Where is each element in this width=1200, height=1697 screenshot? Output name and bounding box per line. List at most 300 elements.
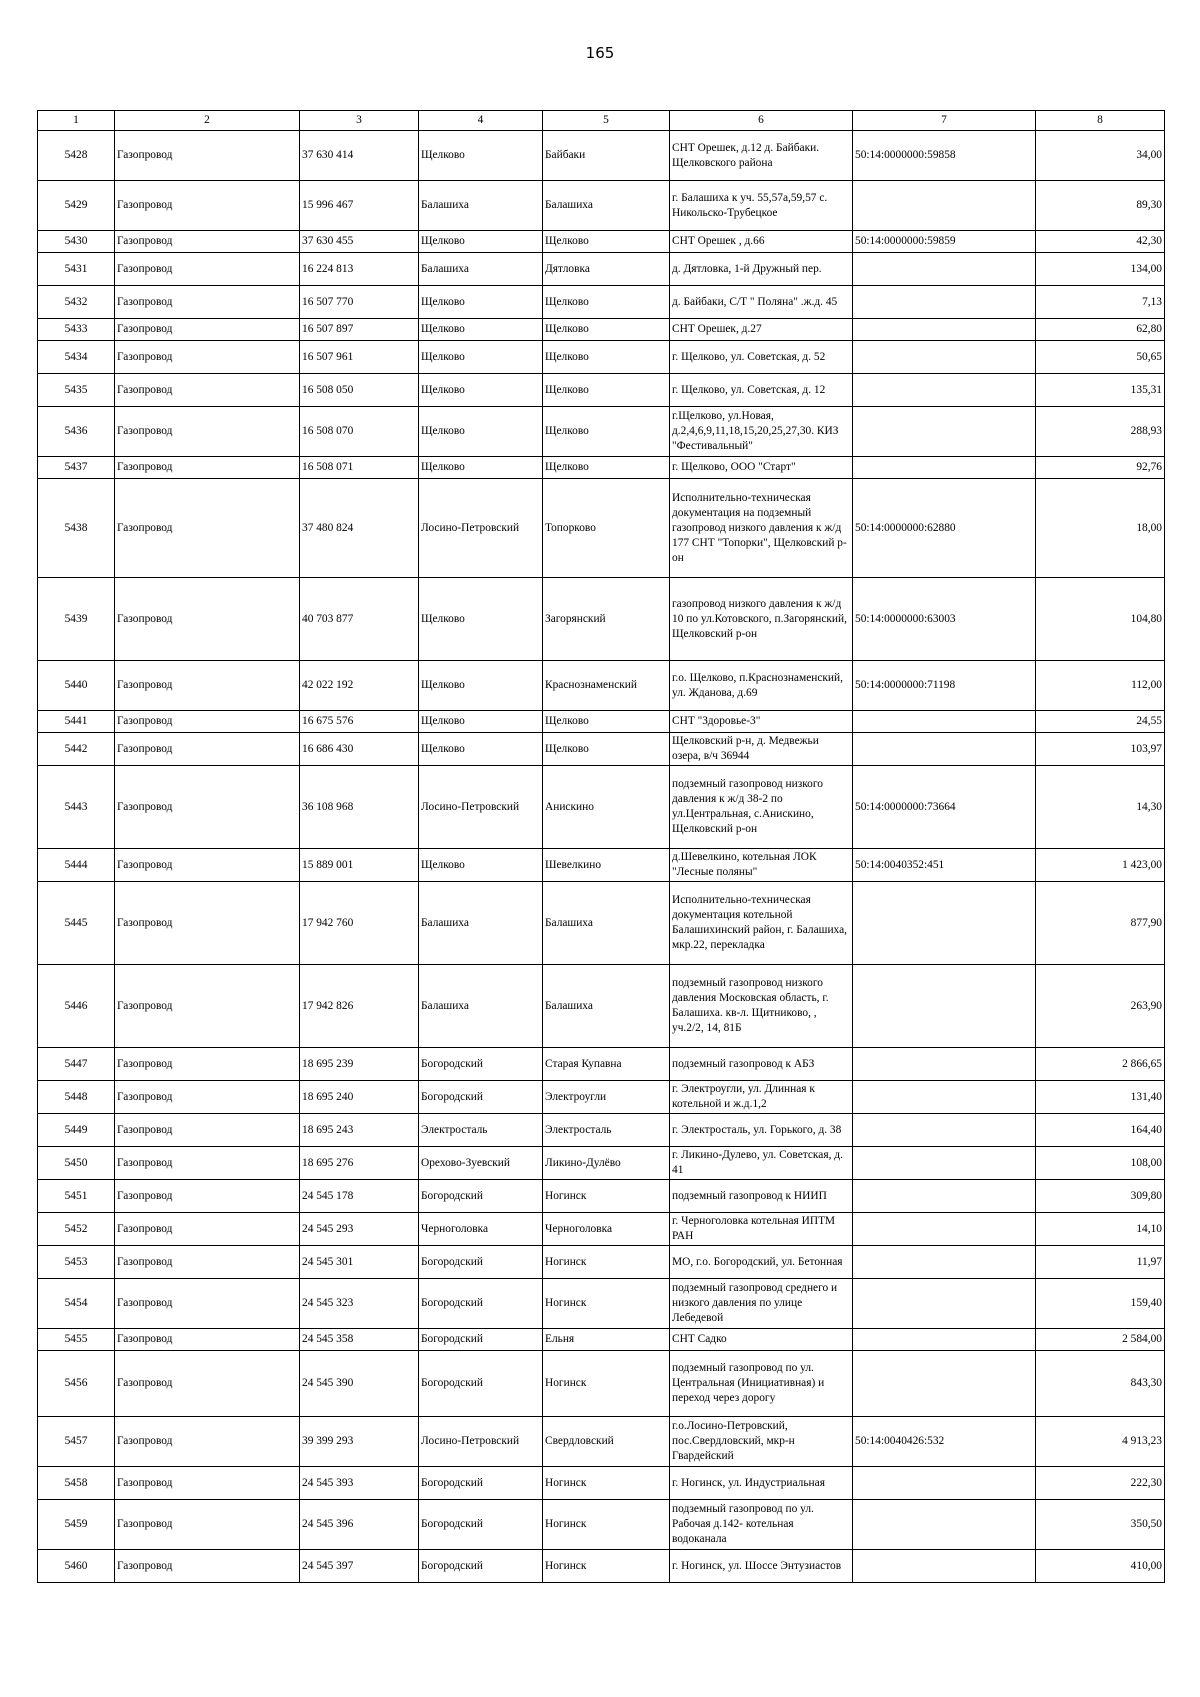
length-cell: 4 913,23 xyxy=(1036,1417,1165,1467)
settlement-cell: Щелково xyxy=(543,319,670,341)
object-name-cell: Газопровод xyxy=(115,1246,300,1279)
length-cell: 34,00 xyxy=(1036,131,1165,181)
district-cell: Богородский xyxy=(419,1351,543,1417)
row-number-cell: 5433 xyxy=(38,319,115,341)
address-cell: Исполнительно-техническая документация котельной Балашихинский район, г. Балашиха, мкр.22, перекладка xyxy=(670,882,853,965)
row-number-cell: 5451 xyxy=(38,1180,115,1213)
length-cell: 159,40 xyxy=(1036,1279,1165,1329)
cadastral-number-cell xyxy=(853,1550,1036,1583)
settlement-cell: Краснознаменский xyxy=(543,661,670,711)
cadastral-number-cell xyxy=(853,1246,1036,1279)
table-row xyxy=(38,1279,1165,1329)
inventory-number-cell: 24 545 358 xyxy=(300,1329,419,1351)
district-cell: Щелково xyxy=(419,231,543,253)
table-row xyxy=(38,733,1165,766)
cadastral-number-cell xyxy=(853,319,1036,341)
length-cell: 288,93 xyxy=(1036,407,1165,457)
district-cell: Щелково xyxy=(419,733,543,766)
inventory-number-cell: 16 507 961 xyxy=(300,341,419,374)
row-number-cell: 5443 xyxy=(38,766,115,849)
address-cell: Щелковский р-н, д. Медвежьи озера, в/ч 36944 xyxy=(670,733,853,766)
address-cell: подземный газопровод к НИИП xyxy=(670,1180,853,1213)
object-name-cell: Газопровод xyxy=(115,1329,300,1351)
length-cell: 843,30 xyxy=(1036,1351,1165,1417)
district-cell: Щелково xyxy=(419,131,543,181)
row-number-cell: 5432 xyxy=(38,286,115,319)
inventory-number-cell: 24 545 393 xyxy=(300,1467,419,1500)
table-row xyxy=(38,661,1165,711)
length-cell: 62,80 xyxy=(1036,319,1165,341)
district-cell: Щелково xyxy=(419,849,543,882)
district-cell: Богородский xyxy=(419,1467,543,1500)
address-cell: г. Балашиха к уч. 55,57а,59,57 с. Никольско-Трубецкое xyxy=(670,181,853,231)
object-name-cell: Газопровод xyxy=(115,1417,300,1467)
cadastral-number-cell xyxy=(853,1467,1036,1500)
row-number-cell: 5445 xyxy=(38,882,115,965)
table-row xyxy=(38,711,1165,733)
cadastral-number-cell xyxy=(853,1114,1036,1147)
row-number-cell: 5436 xyxy=(38,407,115,457)
cadastral-number-cell xyxy=(853,1329,1036,1351)
length-cell: 14,10 xyxy=(1036,1213,1165,1246)
settlement-cell: Топорково xyxy=(543,479,670,578)
row-number-cell: 5448 xyxy=(38,1081,115,1114)
inventory-number-cell: 24 545 301 xyxy=(300,1246,419,1279)
settlement-cell: Ельня xyxy=(543,1329,670,1351)
object-name-cell: Газопровод xyxy=(115,253,300,286)
address-cell: подземный газопровод к АБЗ xyxy=(670,1048,853,1081)
table-row xyxy=(38,253,1165,286)
object-name-cell: Газопровод xyxy=(115,882,300,965)
address-cell: г. Щелково, ул. Советская, д. 12 xyxy=(670,374,853,407)
row-number-cell: 5446 xyxy=(38,965,115,1048)
settlement-cell: Щелково xyxy=(543,407,670,457)
address-cell: подземный газопровод среднего и низкого давления по улице Лебедевой xyxy=(670,1279,853,1329)
cadastral-number-cell: 50:14:0000000:59859 xyxy=(853,231,1036,253)
length-cell: 164,40 xyxy=(1036,1114,1165,1147)
cadastral-number-cell xyxy=(853,457,1036,479)
inventory-number-cell: 18 695 240 xyxy=(300,1081,419,1114)
district-cell: Богородский xyxy=(419,1246,543,1279)
inventory-number-cell: 18 695 239 xyxy=(300,1048,419,1081)
address-cell: подземный газопровод низкого давления Московская область, г. Балашиха. кв-л. Щитниково, , уч.2/2, 14, 81Б xyxy=(670,965,853,1048)
cadastral-number-cell xyxy=(853,181,1036,231)
cadastral-number-cell xyxy=(853,965,1036,1048)
object-name-cell: Газопровод xyxy=(115,1114,300,1147)
length-cell: 134,00 xyxy=(1036,253,1165,286)
settlement-cell: Загорянский xyxy=(543,578,670,661)
inventory-number-cell: 40 703 877 xyxy=(300,578,419,661)
table-row xyxy=(38,181,1165,231)
district-cell: Лосино-Петровский xyxy=(419,479,543,578)
object-name-cell: Газопровод xyxy=(115,1500,300,1550)
inventory-number-cell: 39 399 293 xyxy=(300,1417,419,1467)
column-header: 2 xyxy=(115,111,300,131)
district-cell: Черноголовка xyxy=(419,1213,543,1246)
row-number-cell: 5454 xyxy=(38,1279,115,1329)
inventory-number-cell: 16 675 576 xyxy=(300,711,419,733)
row-number-cell: 5429 xyxy=(38,181,115,231)
settlement-cell: Электросталь xyxy=(543,1114,670,1147)
inventory-number-cell: 24 545 397 xyxy=(300,1550,419,1583)
registry-table xyxy=(37,110,1165,1583)
row-number-cell: 5449 xyxy=(38,1114,115,1147)
object-name-cell: Газопровод xyxy=(115,711,300,733)
row-number-cell: 5439 xyxy=(38,578,115,661)
settlement-cell: Ногинск xyxy=(543,1500,670,1550)
cadastral-number-cell xyxy=(853,733,1036,766)
cadastral-number-cell xyxy=(853,1048,1036,1081)
table-row xyxy=(38,131,1165,181)
district-cell: Щелково xyxy=(419,661,543,711)
cadastral-number-cell xyxy=(853,1351,1036,1417)
length-cell: 89,30 xyxy=(1036,181,1165,231)
row-number-cell: 5431 xyxy=(38,253,115,286)
address-cell: г. Ногинск, ул. Шоссе Энтузиастов xyxy=(670,1550,853,1583)
settlement-cell: Электроугли xyxy=(543,1081,670,1114)
district-cell: Щелково xyxy=(419,711,543,733)
district-cell: Балашиха xyxy=(419,965,543,1048)
cadastral-number-cell xyxy=(853,407,1036,457)
cadastral-number-cell xyxy=(853,1213,1036,1246)
object-name-cell: Газопровод xyxy=(115,965,300,1048)
row-number-cell: 5453 xyxy=(38,1246,115,1279)
address-cell: г. Электросталь, ул. Горького, д. 38 xyxy=(670,1114,853,1147)
table-row xyxy=(38,1081,1165,1114)
object-name-cell: Газопровод xyxy=(115,341,300,374)
settlement-cell: Балашиха xyxy=(543,965,670,1048)
district-cell: Богородский xyxy=(419,1180,543,1213)
length-cell: 135,31 xyxy=(1036,374,1165,407)
length-cell: 42,30 xyxy=(1036,231,1165,253)
table-row xyxy=(38,319,1165,341)
cadastral-number-cell xyxy=(853,341,1036,374)
settlement-cell: Ногинск xyxy=(543,1467,670,1500)
cadastral-number-cell xyxy=(853,1147,1036,1180)
length-cell: 14,30 xyxy=(1036,766,1165,849)
address-cell: г.Щелково, ул.Новая, д.2,4,6,9,11,18,15,20,25,27,30. КИЗ "Фестивальный" xyxy=(670,407,853,457)
address-cell: СНТ Садко xyxy=(670,1329,853,1351)
settlement-cell: Щелково xyxy=(543,286,670,319)
table-row xyxy=(38,457,1165,479)
table-row xyxy=(38,578,1165,661)
table-row xyxy=(38,286,1165,319)
length-cell: 104,80 xyxy=(1036,578,1165,661)
settlement-cell: Черноголовка xyxy=(543,1213,670,1246)
cadastral-number-cell xyxy=(853,374,1036,407)
cadastral-number-cell xyxy=(853,1279,1036,1329)
address-cell: Исполнительно-техническая документация на подземный газопровод низкого давления к ж/д 177 СНТ "Топорки", Щелковский р-он xyxy=(670,479,853,578)
table-row xyxy=(38,231,1165,253)
cadastral-number-cell: 50:14:0000000:71198 xyxy=(853,661,1036,711)
settlement-cell: Дятловка xyxy=(543,253,670,286)
length-cell: 108,00 xyxy=(1036,1147,1165,1180)
district-cell: Богородский xyxy=(419,1500,543,1550)
table-row xyxy=(38,1467,1165,1500)
row-number-cell: 5447 xyxy=(38,1048,115,1081)
length-cell: 1 423,00 xyxy=(1036,849,1165,882)
row-number-cell: 5459 xyxy=(38,1500,115,1550)
length-cell: 2 866,65 xyxy=(1036,1048,1165,1081)
address-cell: д. Байбаки, С/Т " Поляна" .ж.д. 45 xyxy=(670,286,853,319)
table-row xyxy=(38,766,1165,849)
inventory-number-cell: 37 630 414 xyxy=(300,131,419,181)
inventory-number-cell: 16 508 050 xyxy=(300,374,419,407)
settlement-cell: Ногинск xyxy=(543,1279,670,1329)
inventory-number-cell: 16 508 070 xyxy=(300,407,419,457)
row-number-cell: 5457 xyxy=(38,1417,115,1467)
table-row xyxy=(38,341,1165,374)
object-name-cell: Газопровод xyxy=(115,733,300,766)
inventory-number-cell: 15 889 001 xyxy=(300,849,419,882)
object-name-cell: Газопровод xyxy=(115,1550,300,1583)
cadastral-number-cell: 50:14:0040352:451 xyxy=(853,849,1036,882)
inventory-number-cell: 24 545 396 xyxy=(300,1500,419,1550)
district-cell: Богородский xyxy=(419,1550,543,1583)
length-cell: 92,76 xyxy=(1036,457,1165,479)
column-header: 6 xyxy=(670,111,853,131)
row-number-cell: 5428 xyxy=(38,131,115,181)
inventory-number-cell: 18 695 243 xyxy=(300,1114,419,1147)
district-cell: Щелково xyxy=(419,341,543,374)
page-number: 165 xyxy=(585,44,615,62)
object-name-cell: Газопровод xyxy=(115,1467,300,1500)
header-row xyxy=(38,111,1165,131)
object-name-cell: Газопровод xyxy=(115,1279,300,1329)
settlement-cell: Ногинск xyxy=(543,1180,670,1213)
row-number-cell: 5442 xyxy=(38,733,115,766)
address-cell: подземный газопровод низкого давления к ж/д 38-2 по ул.Центральная, с.Анискино, Щелковский р-он xyxy=(670,766,853,849)
cadastral-number-cell xyxy=(853,711,1036,733)
district-cell: Балашиха xyxy=(419,181,543,231)
settlement-cell: Анискино xyxy=(543,766,670,849)
length-cell: 350,50 xyxy=(1036,1500,1165,1550)
table-row xyxy=(38,1351,1165,1417)
district-cell: Богородский xyxy=(419,1048,543,1081)
inventory-number-cell: 24 545 293 xyxy=(300,1213,419,1246)
settlement-cell: Щелково xyxy=(543,733,670,766)
settlement-cell: Щелково xyxy=(543,231,670,253)
settlement-cell: Ликино-Дулёво xyxy=(543,1147,670,1180)
inventory-number-cell: 15 996 467 xyxy=(300,181,419,231)
settlement-cell: Щелково xyxy=(543,711,670,733)
inventory-number-cell: 17 942 826 xyxy=(300,965,419,1048)
cadastral-number-cell: 50:14:0000000:63003 xyxy=(853,578,1036,661)
address-cell: подземный газопровод по ул. Центральная (Инициативная) и переход через дорогу xyxy=(670,1351,853,1417)
inventory-number-cell: 18 695 276 xyxy=(300,1147,419,1180)
row-number-cell: 5440 xyxy=(38,661,115,711)
cadastral-number-cell xyxy=(853,882,1036,965)
district-cell: Электросталь xyxy=(419,1114,543,1147)
district-cell: Балашиха xyxy=(419,882,543,965)
table-row xyxy=(38,407,1165,457)
district-cell: Богородский xyxy=(419,1329,543,1351)
object-name-cell: Газопровод xyxy=(115,766,300,849)
column-header: 5 xyxy=(543,111,670,131)
row-number-cell: 5435 xyxy=(38,374,115,407)
object-name-cell: Газопровод xyxy=(115,231,300,253)
inventory-number-cell: 17 942 760 xyxy=(300,882,419,965)
address-cell: СНТ Орешек, д.12 д. Байбаки. Щелковского района xyxy=(670,131,853,181)
settlement-cell: Старая Купавна xyxy=(543,1048,670,1081)
settlement-cell: Ногинск xyxy=(543,1550,670,1583)
length-cell: 24,55 xyxy=(1036,711,1165,733)
inventory-number-cell: 16 686 430 xyxy=(300,733,419,766)
column-header: 4 xyxy=(419,111,543,131)
address-cell: г. Электроугли, ул. Длинная к котельной и ж.д.1,2 xyxy=(670,1081,853,1114)
object-name-cell: Газопровод xyxy=(115,286,300,319)
settlement-cell: Шевелкино xyxy=(543,849,670,882)
district-cell: Лосино-Петровский xyxy=(419,766,543,849)
inventory-number-cell: 16 507 770 xyxy=(300,286,419,319)
district-cell: Балашиха xyxy=(419,253,543,286)
settlement-cell: Балашиха xyxy=(543,882,670,965)
object-name-cell: Газопровод xyxy=(115,1048,300,1081)
row-number-cell: 5456 xyxy=(38,1351,115,1417)
row-number-cell: 5444 xyxy=(38,849,115,882)
object-name-cell: Газопровод xyxy=(115,1081,300,1114)
cadastral-number-cell: 50:14:0000000:59858 xyxy=(853,131,1036,181)
object-name-cell: Газопровод xyxy=(115,1147,300,1180)
row-number-cell: 5452 xyxy=(38,1213,115,1246)
address-cell: г. Щелково, ООО "Старт" xyxy=(670,457,853,479)
table-row xyxy=(38,1417,1165,1467)
settlement-cell: Щелково xyxy=(543,374,670,407)
cadastral-number-cell: 50:14:0040426:532 xyxy=(853,1417,1036,1467)
object-name-cell: Газопровод xyxy=(115,374,300,407)
table-row xyxy=(38,374,1165,407)
row-number-cell: 5438 xyxy=(38,479,115,578)
table-row xyxy=(38,1114,1165,1147)
table-row xyxy=(38,1550,1165,1583)
row-number-cell: 5458 xyxy=(38,1467,115,1500)
table-row xyxy=(38,1213,1165,1246)
table-row xyxy=(38,1246,1165,1279)
table-row xyxy=(38,479,1165,578)
object-name-cell: Газопровод xyxy=(115,407,300,457)
settlement-cell: Балашиха xyxy=(543,181,670,231)
table-row xyxy=(38,1147,1165,1180)
address-cell: г. Ликино-Дулево, ул. Советская, д. 41 xyxy=(670,1147,853,1180)
address-cell: СНТ Орешек , д.66 xyxy=(670,231,853,253)
table-row xyxy=(38,1500,1165,1550)
district-cell: Щелково xyxy=(419,578,543,661)
address-cell: д. Дятловка, 1-й Дружный пер. xyxy=(670,253,853,286)
object-name-cell: Газопровод xyxy=(115,1213,300,1246)
length-cell: 877,90 xyxy=(1036,882,1165,965)
settlement-cell: Щелково xyxy=(543,341,670,374)
object-name-cell: Газопровод xyxy=(115,131,300,181)
row-number-cell: 5437 xyxy=(38,457,115,479)
table-row xyxy=(38,1048,1165,1081)
length-cell: 103,97 xyxy=(1036,733,1165,766)
table-row xyxy=(38,965,1165,1048)
district-cell: Богородский xyxy=(419,1081,543,1114)
length-cell: 410,00 xyxy=(1036,1550,1165,1583)
cadastral-number-cell xyxy=(853,1081,1036,1114)
address-cell: СНТ Орешек, д.27 xyxy=(670,319,853,341)
table-row xyxy=(38,1329,1165,1351)
inventory-number-cell: 37 480 824 xyxy=(300,479,419,578)
settlement-cell: Ногинск xyxy=(543,1246,670,1279)
length-cell: 222,30 xyxy=(1036,1467,1165,1500)
object-name-cell: Газопровод xyxy=(115,661,300,711)
district-cell: Щелково xyxy=(419,407,543,457)
length-cell: 11,97 xyxy=(1036,1246,1165,1279)
address-cell: подземный газопровод по ул. Рабочая д.142- котельная водоканала xyxy=(670,1500,853,1550)
table-row xyxy=(38,849,1165,882)
address-cell: г.о.Лосино-Петровский, пос.Свердловский, мкр-н Гвардейский xyxy=(670,1417,853,1467)
row-number-cell: 5450 xyxy=(38,1147,115,1180)
row-number-cell: 5460 xyxy=(38,1550,115,1583)
length-cell: 2 584,00 xyxy=(1036,1329,1165,1351)
address-cell: г. Черноголовка котельная ИПТМ РАН xyxy=(670,1213,853,1246)
object-name-cell: Газопровод xyxy=(115,578,300,661)
length-cell: 18,00 xyxy=(1036,479,1165,578)
inventory-number-cell: 16 224 813 xyxy=(300,253,419,286)
column-header: 1 xyxy=(38,111,115,131)
inventory-number-cell: 42 022 192 xyxy=(300,661,419,711)
district-cell: Орехово-Зуевский xyxy=(419,1147,543,1180)
length-cell: 309,80 xyxy=(1036,1180,1165,1213)
settlement-cell: Ногинск xyxy=(543,1351,670,1417)
row-number-cell: 5455 xyxy=(38,1329,115,1351)
object-name-cell: Газопровод xyxy=(115,457,300,479)
object-name-cell: Газопровод xyxy=(115,1180,300,1213)
column-header: 8 xyxy=(1036,111,1165,131)
object-name-cell: Газопровод xyxy=(115,1351,300,1417)
address-cell: газопровод низкого давления к ж/д 10 по ул.Котовского, п.Загорянский, Щелковский р-он xyxy=(670,578,853,661)
inventory-number-cell: 36 108 968 xyxy=(300,766,419,849)
inventory-number-cell: 24 545 323 xyxy=(300,1279,419,1329)
object-name-cell: Газопровод xyxy=(115,479,300,578)
inventory-number-cell: 37 630 455 xyxy=(300,231,419,253)
table-row xyxy=(38,1180,1165,1213)
column-header: 7 xyxy=(853,111,1036,131)
address-cell: д.Шевелкино, котельная ЛОК "Лесные поляны" xyxy=(670,849,853,882)
cadastral-number-cell: 50:14:0000000:62880 xyxy=(853,479,1036,578)
cadastral-number-cell xyxy=(853,1500,1036,1550)
length-cell: 7,13 xyxy=(1036,286,1165,319)
object-name-cell: Газопровод xyxy=(115,319,300,341)
object-name-cell: Газопровод xyxy=(115,181,300,231)
address-cell: г.о. Щелково, п.Краснознаменский, ул. Жданова, д.69 xyxy=(670,661,853,711)
table-row xyxy=(38,882,1165,965)
cadastral-number-cell xyxy=(853,286,1036,319)
row-number-cell: 5441 xyxy=(38,711,115,733)
length-cell: 112,00 xyxy=(1036,661,1165,711)
district-cell: Богородский xyxy=(419,1279,543,1329)
address-cell: СНТ "Здоровье-3" xyxy=(670,711,853,733)
inventory-number-cell: 24 545 390 xyxy=(300,1351,419,1417)
column-header: 3 xyxy=(300,111,419,131)
settlement-cell: Байбаки xyxy=(543,131,670,181)
length-cell: 50,65 xyxy=(1036,341,1165,374)
cadastral-number-cell xyxy=(853,253,1036,286)
address-cell: г. Щелково, ул. Советская, д. 52 xyxy=(670,341,853,374)
length-cell: 131,40 xyxy=(1036,1081,1165,1114)
district-cell: Щелково xyxy=(419,286,543,319)
length-cell: 263,90 xyxy=(1036,965,1165,1048)
inventory-number-cell: 16 508 071 xyxy=(300,457,419,479)
inventory-number-cell: 16 507 897 xyxy=(300,319,419,341)
address-cell: МО, г.о. Богородский, ул. Бетонная xyxy=(670,1246,853,1279)
settlement-cell: Свердловский xyxy=(543,1417,670,1467)
settlement-cell: Щелково xyxy=(543,457,670,479)
address-cell: г. Ногинск, ул. Индустриальная xyxy=(670,1467,853,1500)
cadastral-number-cell: 50:14:0000000:73664 xyxy=(853,766,1036,849)
row-number-cell: 5434 xyxy=(38,341,115,374)
